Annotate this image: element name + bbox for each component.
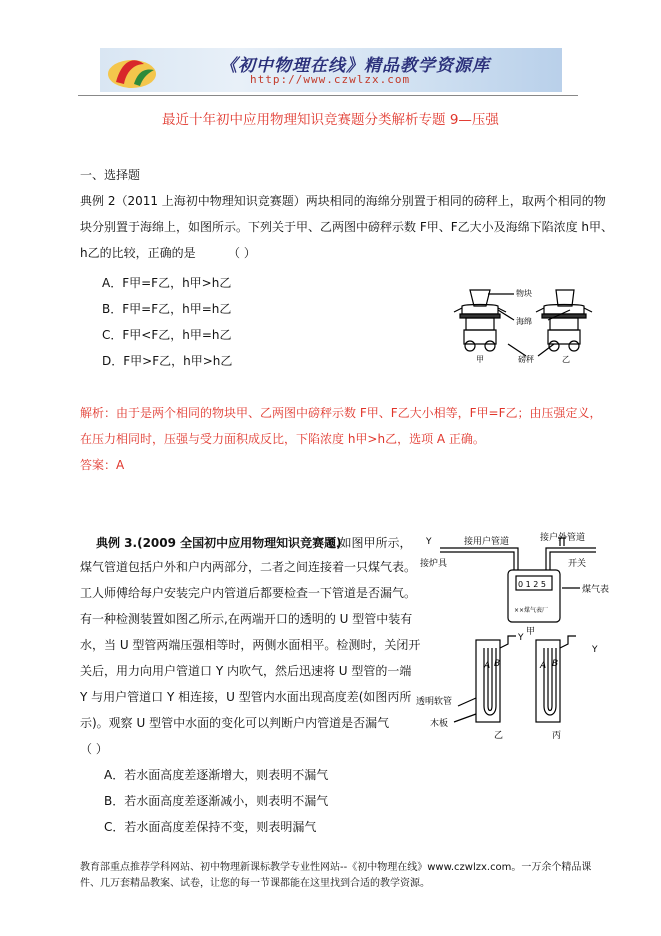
ex3-answer-blank: （ ）: [80, 742, 108, 756]
footer-line-1: 教育部重点推荐学科网站、初中物理新课标教学专业性网站--《初中物理在线》www.czwlzx.com。一万余个精品课: [80, 862, 592, 873]
header-divider: [78, 95, 578, 96]
ex2-option-d: D．F甲>F乙，h甲>h乙: [102, 354, 233, 368]
fig3-a-bing: A: [540, 661, 547, 671]
fig3-jia: 甲: [526, 627, 536, 637]
banner-title: 《初中物理在线》精品教学资源库: [220, 56, 490, 76]
fig3-meter-label: 煤气表: [582, 585, 610, 595]
ex3-line-4: 水，当 U 型管两端压强相等时，两侧水面相平。检测时，关闭开: [80, 638, 421, 652]
ex3-option-b: B．若水面高度差逐渐减小，则表明不漏气: [104, 794, 329, 808]
ex3-line-6: Y 与用户管道口 Y 相连接，U 型管内水面出现高度差(如图丙所: [80, 690, 412, 704]
ex3-line-3: 有一种检测装置如图乙所示,在两端开口的透明的 U 型管中装有: [80, 612, 413, 626]
fig3-switch: 开关: [568, 559, 587, 569]
ex2-answer-blank: （ ）: [228, 246, 256, 260]
fig3-b-yi: B: [494, 659, 501, 669]
ex2-line-1: 典例 2（2011 上海初中物理知识竞赛题）两块相同的海绵分别置于相同的磅秤上，取两个相同的物: [80, 194, 606, 208]
fig3-meter-digits: 0 1 2 5: [518, 580, 546, 589]
section-heading: 一、选择题: [80, 168, 141, 182]
ex3-line-0: 6.如图甲所示，: [328, 536, 412, 550]
fig-label-block: 物块: [516, 289, 532, 298]
fig3-yi: 乙: [494, 731, 504, 741]
ex2-answer: 答案：A: [80, 458, 125, 472]
ex3-line-1: 煤气管道包括户外和户内两部分，二者之间连接着一只煤气表。: [80, 560, 417, 574]
ex2-analysis-2: 在压力相同时，压强与受力面积成反比，下陷浓度 h甲>h乙，选项 A 正确。: [80, 432, 485, 446]
fig3-y-bing: Y: [592, 645, 598, 655]
fig3-to-outdoor: 接户外管道: [540, 533, 586, 543]
header-banner: [100, 48, 562, 92]
footer-line-2: 件、几万套精品教案、试卷，让您的每一节课都能在这里找到合适的教学资源。: [80, 878, 430, 889]
ex2-option-a: A．F甲=F乙，h甲>h乙: [102, 276, 232, 290]
fig3-a-yi: A: [484, 661, 491, 671]
fig3-meter-maker: ××煤气表厂: [514, 607, 549, 614]
fig3-b-bing: B: [552, 659, 559, 669]
fig3-to-user: 接用户管道: [464, 537, 510, 547]
fig3-hose: 透明软管: [416, 697, 453, 707]
ex3-line-5: 关后，用力向用户管道口 Y 内吹气，然后迅速将 U 型管的一端: [80, 664, 412, 678]
ex2-line-3: h乙的比较，正确的是: [80, 246, 196, 260]
fig3-y-yi: Y: [518, 633, 524, 643]
ex2-analysis-1: 解析：由于是两个相同的物块甲、乙两图中磅秤示数 F甲、F乙大小相等，F甲=F乙；由压强定义，: [80, 406, 602, 420]
fig3-y-top: Y: [426, 537, 432, 547]
page-title: 最近十年初中应用物理知识竞赛题分类解析专题 9—压强: [162, 112, 499, 128]
ex3-line-7: 示)。观察 U 型管中水面的变化可以判断户内管道是否漏气: [80, 716, 390, 730]
fig-label-sponge: 海绵: [516, 317, 532, 326]
fig3-bing: 丙: [552, 731, 562, 741]
banner-url[interactable]: http://www.czwlzx.com: [250, 73, 411, 86]
ex3-option-c: C．若水面高度差保持不变，则表明漏气: [104, 820, 317, 834]
ex2-option-c: C．F甲<F乙，h甲=h乙: [102, 328, 232, 342]
ex3-line-2: 工人师傅给每户安装完户内管道后都要检查一下管道是否漏气。: [80, 586, 417, 600]
ex2-option-b: B．F甲=F乙，h甲=h乙: [102, 302, 232, 316]
fig3-board: 木板: [430, 719, 449, 729]
ex3-heading: 典例 3.(2009 全国初中应用物理知识竞赛题): [96, 536, 342, 550]
fig-label-yi: 乙: [562, 355, 570, 364]
ex3-figure: [414, 528, 614, 750]
site-logo: [104, 50, 160, 90]
fig-label-jia: 甲: [476, 355, 484, 364]
ex3-option-a: A．若水面高度差逐渐增大，则表明不漏气: [104, 768, 329, 782]
ex2-line-2: 块分别置于海绵上，如图所示。下列关于甲、乙两图中磅秤示数 F甲、F乙大小及海绵下陷浓度 h甲、: [80, 220, 614, 234]
fig3-stove: 接炉具: [420, 559, 448, 569]
fig-label-scale: 磅秤: [518, 355, 534, 364]
ex2-figure: [448, 282, 608, 372]
